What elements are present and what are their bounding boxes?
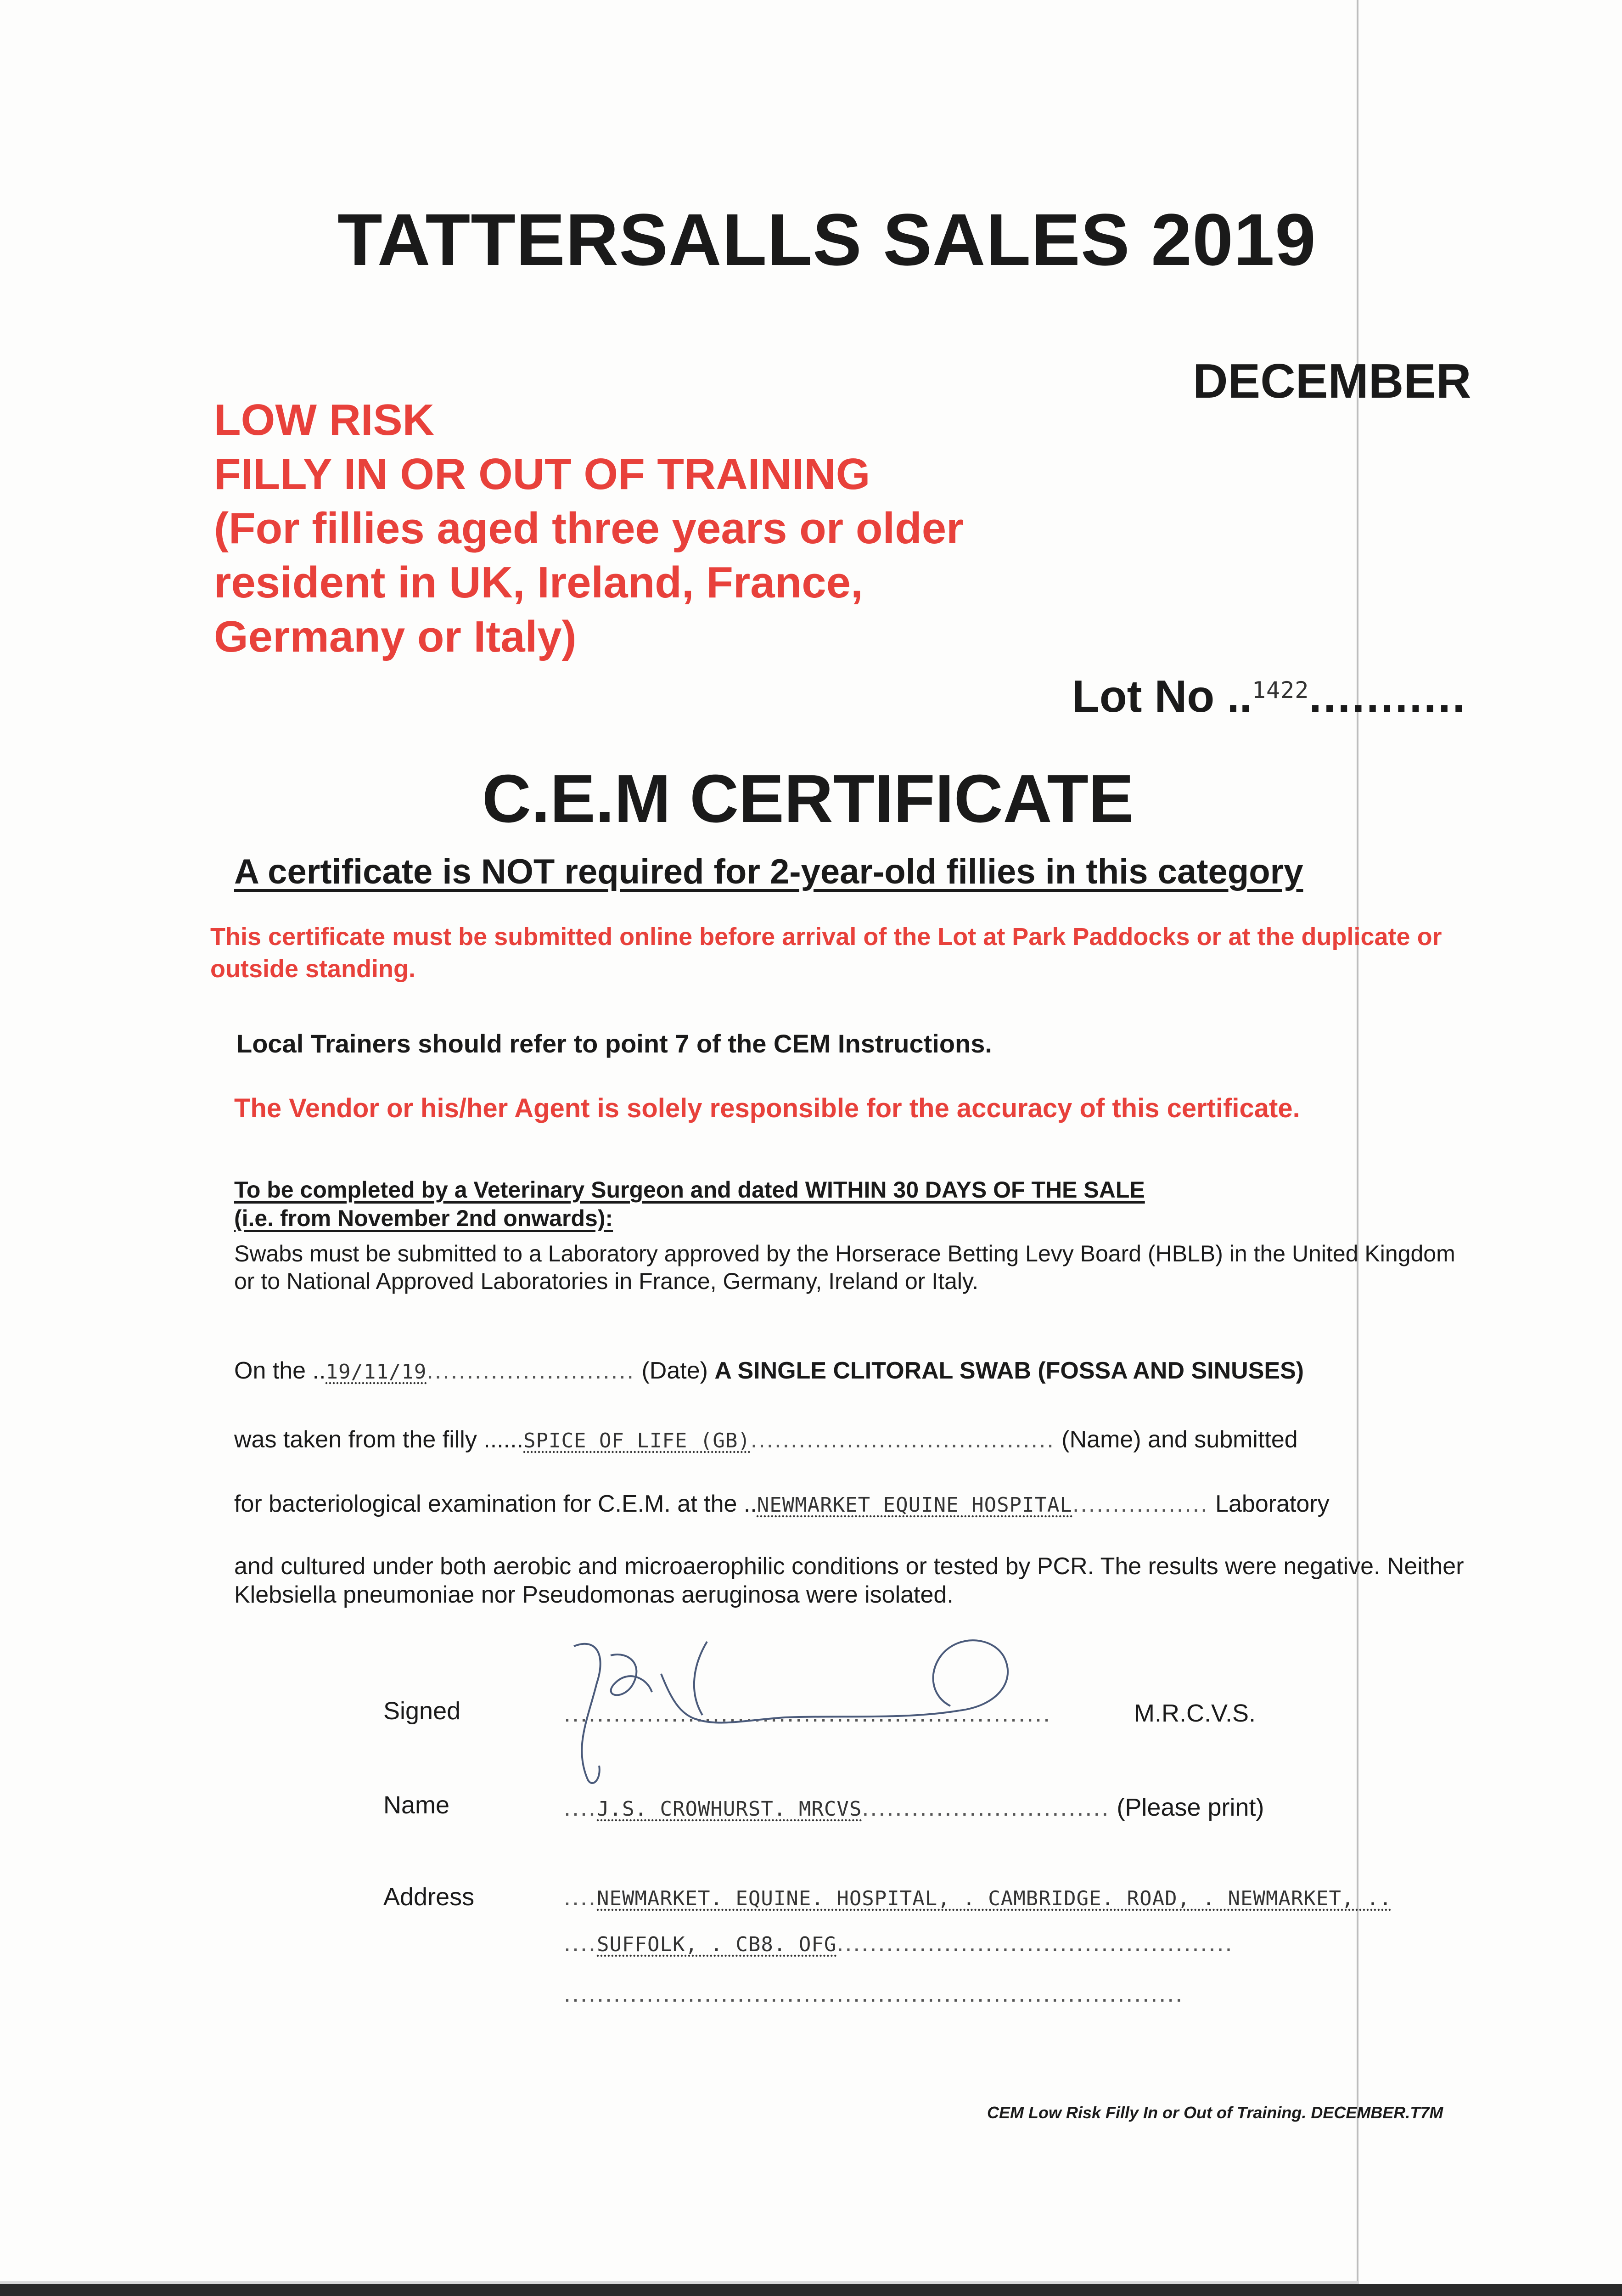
swabs-note: Swabs must be submitted to a Laboratory approved by the Horserace Betting Levy Board (HBLB) in the United Kingdom or to National Approved Laboratories in France, Germany, Ireland or Italy.	[234, 1241, 1455, 1294]
date-line	[234, 1357, 1304, 1384]
lab-dots: .................	[1072, 1491, 1209, 1517]
category-line-4: resident in UK, Ireland, France,	[214, 558, 863, 607]
category-line-3: (For fillies aged three years or older	[214, 504, 964, 553]
category-line-5: Germany or Italy)	[214, 612, 577, 661]
name-prefix: ....	[564, 1794, 597, 1821]
filly-suffix: (Name) and submitted	[1055, 1426, 1298, 1453]
mrcvs-label: M.R.C.V.S.	[1134, 1699, 1256, 1727]
name-label: Name	[383, 1791, 450, 1819]
address-line-1	[564, 1883, 1392, 1911]
filly-line	[234, 1426, 1298, 1453]
laboratory-line	[234, 1490, 1330, 1518]
lot-label: Lot No ..	[1072, 671, 1252, 721]
date-suffix: (Date)	[635, 1357, 715, 1384]
form-reference: CEM Low Risk Filly In or Out of Training. DECEMBER.T7M	[987, 2103, 1443, 2122]
address-prefix-1: ....	[564, 1883, 597, 1911]
category-line-1: LOW RISK	[214, 395, 434, 445]
address-prefix-2: ....	[564, 1929, 597, 1957]
address-line-3: ...........................................................................	[564, 1980, 1184, 2007]
filly-dots: ......................................	[750, 1426, 1055, 1453]
lab-value: NEWMARKET EQUINE HOSPITAL	[757, 1493, 1073, 1517]
local-trainers-note: Local Trainers should refer to point 7 of the CEM Instructions.	[236, 1029, 992, 1058]
completion-line-2: (i.e. from November 2nd onwards):	[234, 1205, 613, 1231]
name-suffix: (Please print)	[1110, 1794, 1264, 1821]
scan-edge	[0, 2284, 1622, 2296]
date-value: 19/11/19	[326, 1360, 427, 1384]
name-line	[564, 1793, 1264, 1822]
address-value-2: SUFFOLK, . CB8. OFG	[597, 1933, 837, 1956]
name-value: J.S. CROWHURST. MRCVS	[597, 1797, 862, 1821]
lab-prefix: for bacteriological examination for C.E.M. at the ..	[234, 1491, 757, 1517]
address-line-2	[564, 1929, 1233, 1957]
name-dots: ..............................	[862, 1794, 1110, 1821]
date-prefix: On the ..	[234, 1357, 326, 1384]
lot-number	[1072, 670, 1467, 722]
submit-note: This certificate must be submitted online before arrival of the Lot at Park Paddocks or at the duplicate or outside standing.	[210, 923, 1442, 983]
address-dots-2: ................................................	[836, 1929, 1234, 1957]
category-line-2: FILLY IN OR OUT OF TRAINING	[214, 450, 870, 499]
swab-type: A SINGLE CLITORAL SWAB (FOSSA AND SINUSES)	[714, 1357, 1304, 1384]
sale-month: DECEMBER	[1193, 354, 1471, 408]
filly-name-value: SPICE OF LIFE (GB)	[523, 1429, 751, 1452]
completion-instructions	[234, 1176, 1145, 1232]
culture-results: and cultured under both aerobic and microaerophilic conditions or tested by PCR. The results were negative. Neither Klebsiella pneumoniae nor Pseudomonas aeruginosa were isolated.	[234, 1553, 1464, 1608]
certificate-title: C.E.M CERTIFICATE	[482, 761, 1134, 837]
date-dots: ..........................	[427, 1357, 635, 1384]
vendor-note: The Vendor or his/her Agent is solely responsible for the accuracy of this certificate.	[234, 1093, 1300, 1123]
signed-label: Signed	[383, 1697, 461, 1725]
handwritten-signature	[556, 1628, 1042, 1802]
signed-dots: ...........................................................	[564, 1699, 1052, 1727]
lot-dots: ...........	[1309, 671, 1467, 721]
fold-line	[1357, 0, 1358, 2296]
sales-title: TATTERSALLS SALES 2019	[337, 198, 1316, 281]
address-label: Address	[383, 1883, 475, 1911]
lab-suffix: Laboratory	[1208, 1491, 1330, 1517]
address-value-1: NEWMARKET. EQUINE. HOSPITAL, . CAMBRIDGE. ROAD, . NEWMARKET, ..	[597, 1887, 1392, 1910]
not-required-note: A certificate is NOT required for 2-year-old fillies in this category	[234, 852, 1303, 891]
completion-line-1: To be completed by a Veterinary Surgeon and dated WITHIN 30 DAYS OF THE SALE	[234, 1177, 1145, 1203]
filly-prefix: was taken from the filly ......	[234, 1426, 523, 1453]
lot-value: 1422	[1252, 677, 1309, 703]
